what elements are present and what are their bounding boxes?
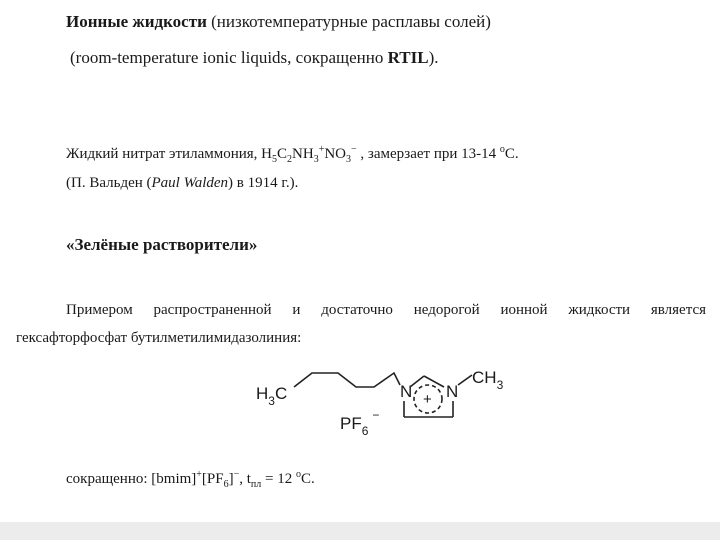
example-line2: гексафторфосфат бутилметилимидазолиния:: [16, 330, 302, 346]
example-line1: Примером распространенной и достаточно недорогой ионной жидкости является: [66, 302, 706, 318]
h3c-label: $H_3C$: [256, 384, 288, 408]
abbrev-end: С.: [300, 471, 315, 487]
walden-pre: (П. Вальден (: [66, 175, 152, 191]
heading-rtil-post: ).: [428, 48, 439, 67]
heading-rtil-bold: RTIL: [387, 48, 429, 67]
nitrate-sub1: 5: [272, 154, 277, 165]
walden-line: [66, 173, 298, 193]
nitrate-sub3: 3: [313, 154, 319, 165]
nitrate-sub2: 2: [287, 154, 293, 165]
bottom-gray-bar: [0, 522, 720, 540]
nitrate-nh: NH: [292, 146, 314, 162]
heading-rtil-pre: (room-temperature ionic liquids, сокращенно: [70, 48, 388, 67]
abbrev-t: , t: [239, 471, 251, 487]
nitrate-text2: , замерзает при 13-14: [356, 146, 500, 162]
heading-ionic-liquids: [66, 12, 491, 32]
bmim-structure-diagram: [250, 355, 550, 455]
nitrate-no: NO: [324, 146, 346, 162]
nitrate-text3: С.: [504, 146, 519, 162]
nitrate-sup2: −: [351, 144, 357, 155]
methyl-bond: [458, 375, 472, 385]
nitrate-c: C: [277, 146, 288, 162]
pf6-label: $PF_6^-$: [340, 408, 380, 438]
nitrate-deg: о: [499, 144, 505, 155]
nitrate-text1: Жидкий нитрат этиламмония, H: [66, 146, 272, 162]
abbrev-mid: [PF: [201, 471, 224, 487]
green-solvents-heading: [66, 235, 257, 255]
green-solvents-text: «Зелёные растворители»: [66, 235, 258, 254]
abbreviation-line: [66, 469, 315, 489]
abbrev-post: = 12: [261, 471, 296, 487]
heading-bold: Ионные жидкости: [66, 12, 207, 31]
nitrate-line: [66, 144, 519, 164]
abbrev-tsub: пл: [250, 479, 262, 490]
abbrev-sup2: −: [233, 469, 240, 480]
butyl-chain: [294, 373, 400, 387]
abbrev-close: ]: [228, 471, 234, 487]
abbrev-sub1: 6: [223, 479, 229, 490]
nitrate-sup1: +: [318, 144, 325, 155]
abbrev-pre: сокращенно: [bmim]: [66, 471, 197, 487]
abbrev-deg: о: [295, 469, 301, 480]
abbrev-sup1: +: [196, 469, 202, 480]
nitrate-sub4: 3: [346, 154, 351, 165]
positive-charge-sign: +: [423, 391, 432, 408]
heading-rtil: [70, 48, 439, 68]
walden-post: ) в 1914 г.).: [228, 175, 299, 191]
n-right-label: N: [446, 382, 459, 401]
walden-italic: Paul Walden: [151, 175, 229, 191]
ch3-label: $CH_3$: [472, 368, 504, 392]
heading-rest: (низкотемпературные расплавы солей): [206, 12, 491, 31]
n-left-label: N: [400, 382, 413, 401]
